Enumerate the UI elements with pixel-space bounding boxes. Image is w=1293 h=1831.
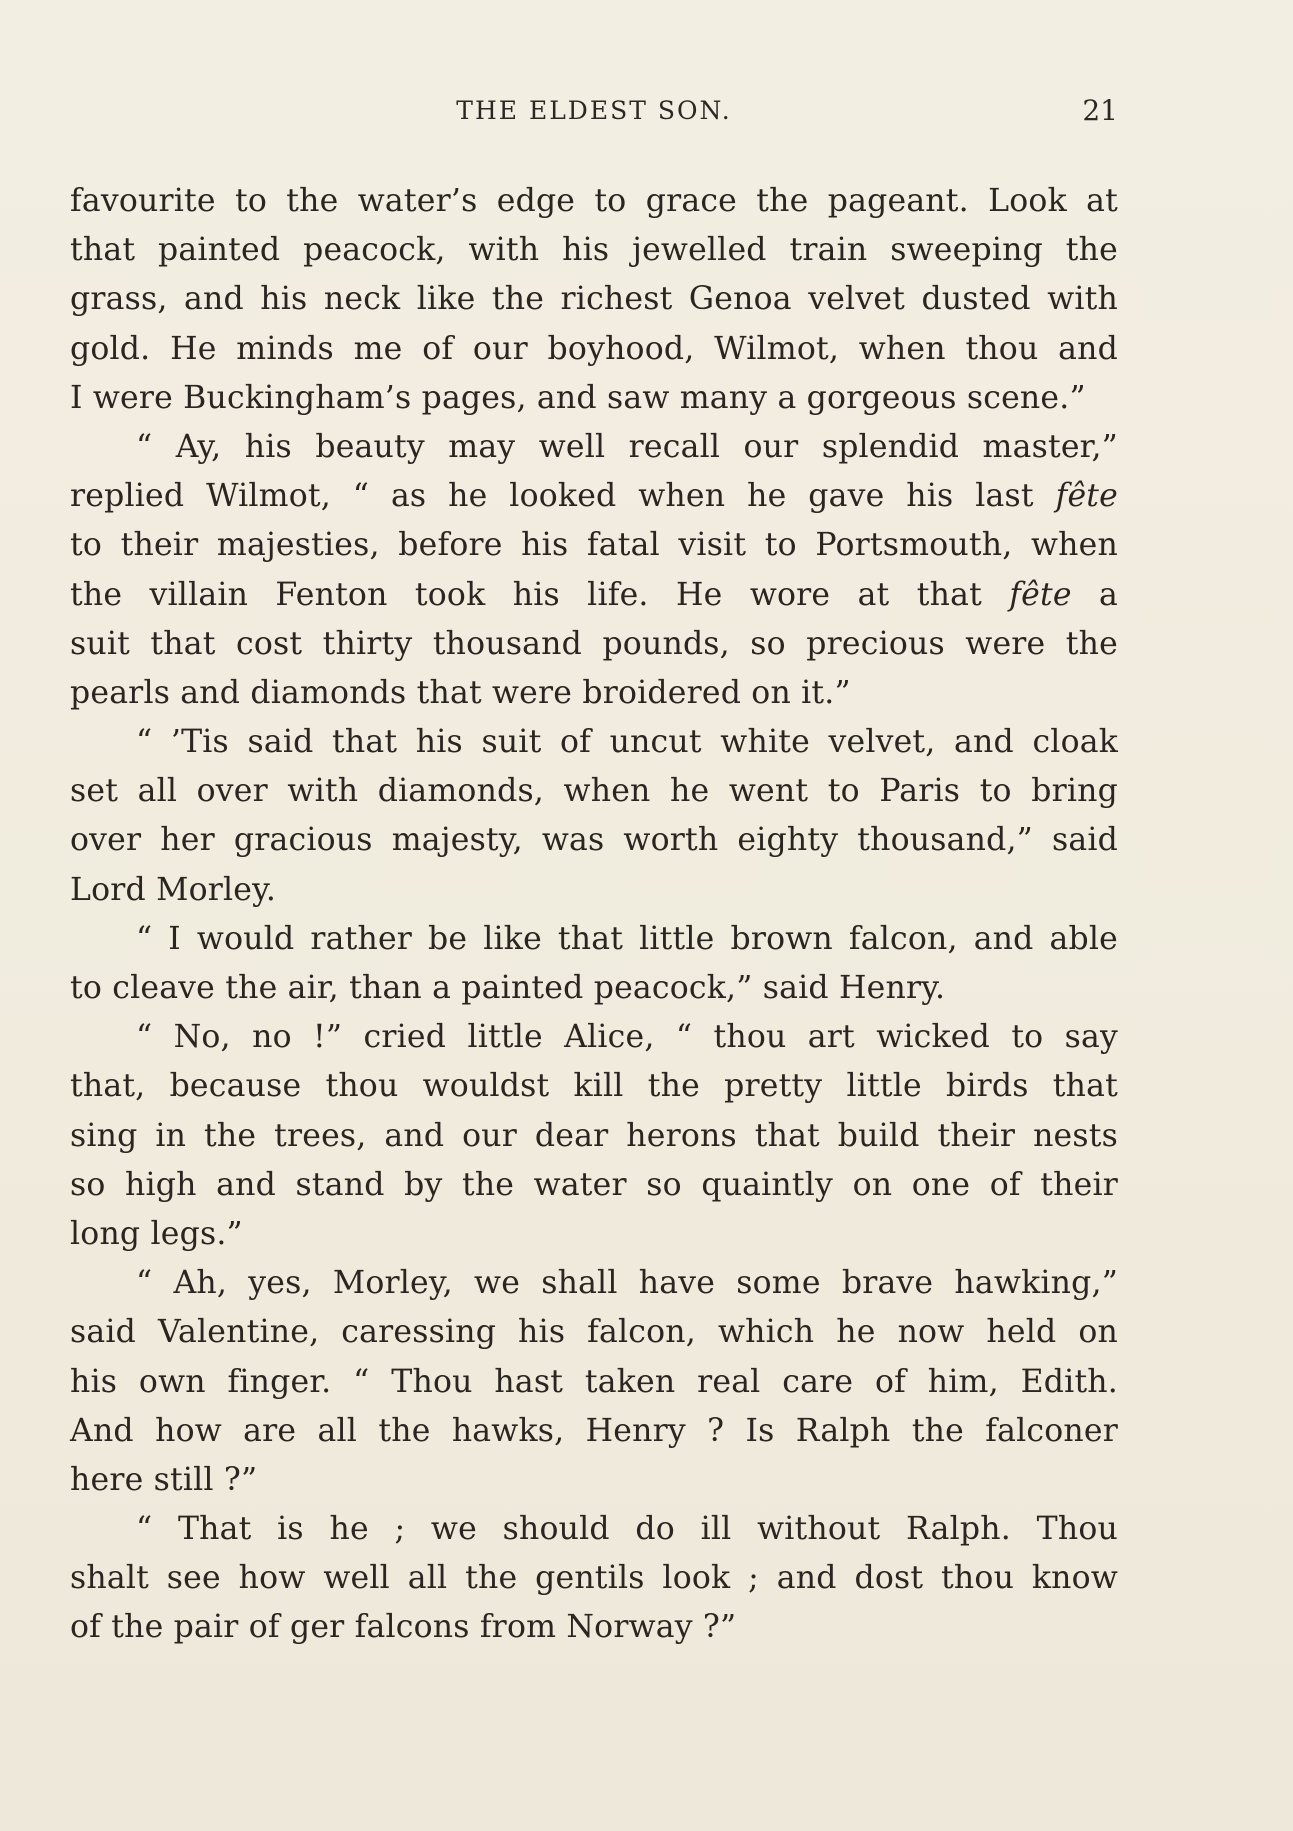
text-line: “ ’Tis said that his suit of uncut white velvet, and cloak bbox=[136, 724, 1118, 761]
text-line: favourite to the water’s edge to grace the pageant. Look at bbox=[70, 183, 1118, 219]
page-number: 21 bbox=[1082, 94, 1118, 127]
paragraph bbox=[70, 915, 1118, 1013]
text-line: to their majesties, before his fatal visit to Portsmouth, when bbox=[70, 527, 1118, 564]
text-line: suit that cost thirty thousand pounds, so precious were the bbox=[70, 625, 1118, 662]
text-line: said Valentine, caressing his falcon, which he now held on bbox=[70, 1314, 1118, 1351]
paragraph bbox=[70, 177, 1118, 423]
text-line: that, because thou wouldst kill the pretty little birds that bbox=[70, 1068, 1118, 1105]
text-line: “ That is he ; we should do ill without Ralph. Thou bbox=[136, 1511, 1118, 1548]
italic-word: fête bbox=[1055, 478, 1118, 515]
text-line bbox=[70, 571, 1118, 620]
text-line: here still ?” bbox=[70, 1461, 258, 1498]
text-line: over her gracious majesty, was worth eighty thousand,” said bbox=[70, 822, 1118, 859]
text-line: set all over with diamonds, when he went to Paris to bring bbox=[70, 773, 1118, 810]
text-line: to cleave the air, than a painted peacock,” said Henry. bbox=[70, 970, 946, 1006]
text-line: grass, and his neck like the richest Genoa velvet dusted with bbox=[70, 281, 1118, 318]
text-segment: a bbox=[1099, 576, 1119, 613]
text-line: that painted peacock, with his jewelled train sweeping the bbox=[70, 232, 1118, 269]
text-line: gold. He minds me of our boyhood, Wilmot, when thou and bbox=[70, 330, 1118, 367]
running-title: THE ELDEST SON. bbox=[456, 96, 732, 125]
paragraph bbox=[70, 423, 1118, 718]
running-head bbox=[70, 92, 1118, 128]
text-line: so high and stand by the water so quaintly on one of their bbox=[70, 1166, 1118, 1203]
text-line: pearls and diamonds that were broidered on it.” bbox=[70, 674, 851, 711]
paragraph bbox=[70, 1013, 1118, 1259]
paragraph bbox=[70, 1505, 1118, 1653]
text-line: long legs.” bbox=[70, 1215, 243, 1252]
text-segment: the villain Fenton took his life. He wore at that bbox=[70, 576, 982, 613]
text-segment: replied Wilmot, “ as he looked when he gave his last bbox=[70, 478, 1034, 515]
text-line: I were Buckingham’s pages, and saw many a gorgeous scene.” bbox=[70, 379, 1086, 416]
text-line: shalt see how well all the gentils look ; and dost thou know bbox=[70, 1560, 1118, 1597]
text-line: “ I would rather be like that little brown falcon, and able bbox=[136, 920, 1118, 957]
text-line: his own finger. “ Thou hast taken real care of him, Edith. bbox=[70, 1363, 1118, 1400]
italic-word: fête bbox=[1009, 576, 1072, 613]
text-line: of the pair of ger falcons from Norway ?” bbox=[70, 1609, 737, 1646]
text-line: “ Ay, his beauty may well recall our splendid master,” bbox=[136, 428, 1118, 465]
paragraph bbox=[70, 718, 1118, 915]
text-line: And how are all the hawks, Henry ? Is Ralph the falconer bbox=[70, 1412, 1118, 1449]
text-line: sing in the trees, and our dear herons that build their nests bbox=[70, 1117, 1118, 1154]
text-line: Lord Morley. bbox=[70, 871, 277, 908]
text-line bbox=[70, 472, 1118, 521]
text-line: “ Ah, yes, Morley, we shall have some brave hawking,” bbox=[136, 1265, 1118, 1302]
body-text bbox=[70, 177, 1118, 1653]
text-line: “ No, no !” cried little Alice, “ thou art wicked to say bbox=[136, 1019, 1118, 1056]
paragraph bbox=[70, 1259, 1118, 1505]
